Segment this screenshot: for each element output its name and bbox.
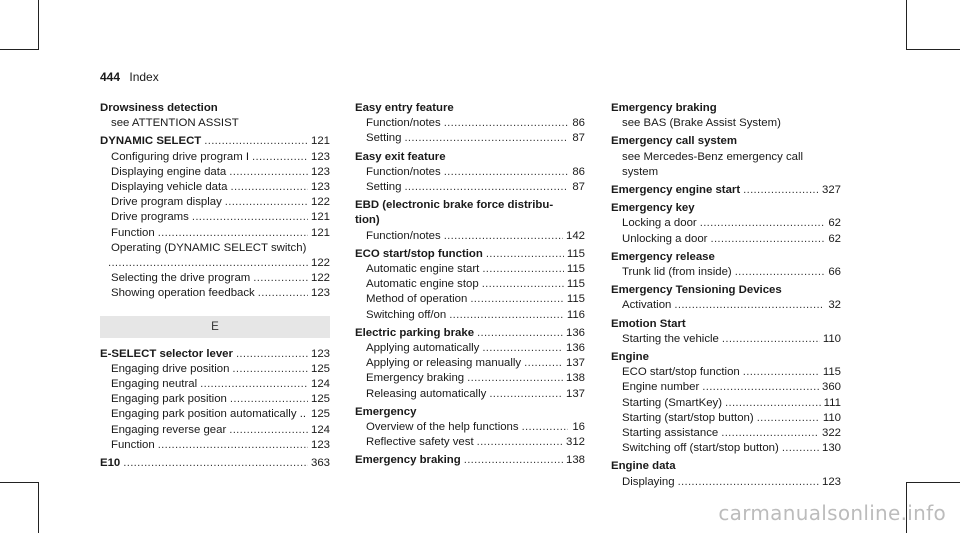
entry-text: ECO start/stop function <box>355 247 483 260</box>
entry-text: Displaying engine data <box>111 165 227 178</box>
page-reference[interactable]: 138 <box>565 454 585 467</box>
index-entry-title <box>355 101 585 116</box>
leader-dots <box>158 438 308 453</box>
index-subentry <box>611 380 841 395</box>
leader-dots <box>449 308 564 323</box>
page-reference[interactable]: 125 <box>310 362 330 375</box>
leader-dots <box>108 256 308 271</box>
index-entry <box>355 405 585 451</box>
entry-text: Drowsiness detection <box>100 102 218 114</box>
entry-text: Displaying vehicle data <box>111 181 228 194</box>
entry-text: E-SELECT selector lever <box>100 347 233 360</box>
page-reference[interactable]: 121 <box>310 211 330 224</box>
entry-text: Easy exit feature <box>355 150 446 163</box>
entry-text: Emergency key <box>611 202 695 215</box>
index-entry <box>355 453 585 468</box>
leader-dots <box>444 116 568 131</box>
index-subentry <box>100 407 330 422</box>
leader-dots <box>477 326 563 341</box>
entry-text: Engaging reverse gear <box>111 423 227 436</box>
index-subentry <box>611 475 841 490</box>
leader-dots <box>757 411 820 426</box>
index-entry-title <box>100 134 330 149</box>
leader-dots <box>225 195 308 210</box>
entry-text: Setting <box>366 181 402 194</box>
leader-dots <box>464 453 563 468</box>
index-subentry <box>100 362 330 377</box>
leader-dots <box>725 396 821 411</box>
entry-text: E10 <box>100 457 121 470</box>
index-entry <box>611 134 841 180</box>
page-number: 444 <box>100 70 121 84</box>
page-reference[interactable]: 111 <box>823 396 841 409</box>
page-reference[interactable]: 123 <box>310 347 330 360</box>
index-subentry <box>611 265 841 280</box>
leader-dots <box>229 423 308 438</box>
entry-text: Setting <box>366 132 402 145</box>
index-entry-title <box>611 101 841 116</box>
index-subentry <box>355 356 585 371</box>
index-subentry <box>100 286 330 301</box>
index-column-3 <box>611 101 841 490</box>
entry-text: Emergency braking <box>366 372 465 385</box>
index-subentry <box>355 116 585 131</box>
entry-text: Engine data <box>611 460 676 473</box>
entry-text: Configuring drive program I <box>111 150 250 163</box>
page-reference[interactable]: 16 <box>572 421 585 434</box>
entry-text: Switching off (start/stop button) <box>622 442 779 455</box>
leader-dots <box>404 180 568 195</box>
page-reference[interactable]: 327 <box>821 184 841 197</box>
leader-dots <box>229 165 308 180</box>
index-column-2 <box>355 101 585 469</box>
leader-dots <box>702 380 819 395</box>
entry-text: Function <box>111 438 155 451</box>
entry-text: Reflective safety vest <box>366 436 474 449</box>
entry-text: Releasing automatically <box>366 387 487 400</box>
leader-dots <box>710 232 824 247</box>
leader-dots <box>231 180 308 195</box>
entry-text: Unlocking a door <box>622 232 708 245</box>
index-subentry <box>611 232 841 247</box>
index-subentry <box>355 435 585 450</box>
index-entry-title <box>355 213 585 228</box>
page-reference[interactable]: 66 <box>828 266 841 279</box>
leader-dots <box>444 165 568 180</box>
index-subentry <box>355 371 585 386</box>
entry-text: Selecting the drive program <box>111 272 251 285</box>
page-reference[interactable]: 122 <box>310 272 330 285</box>
index-entry-title <box>611 134 841 149</box>
index-entry <box>611 283 841 313</box>
entry-text: Engine <box>611 351 649 364</box>
index-entry <box>100 347 330 453</box>
leader-dots <box>253 271 308 286</box>
index-entry-title <box>355 198 585 213</box>
crop-mark <box>38 482 39 533</box>
leader-dots <box>678 475 819 490</box>
entry-text: Locking a door <box>622 217 697 230</box>
page-reference[interactable]: 137 <box>565 357 585 370</box>
page-reference[interactable]: 124 <box>310 378 330 391</box>
page-reference[interactable]: 110 <box>822 332 841 345</box>
index-subentry <box>355 420 585 435</box>
leader-dots <box>524 356 563 371</box>
entry-text: Emergency Tensioning Devices <box>611 284 782 297</box>
leader-dots <box>700 216 824 231</box>
index-subentry <box>100 226 330 241</box>
index-entry-title <box>611 350 841 365</box>
index-entry-title <box>611 183 841 198</box>
leader-dots <box>123 456 308 471</box>
leader-dots <box>743 365 820 380</box>
entry-text: Activation <box>622 299 672 312</box>
page-reference[interactable]: 122 <box>310 196 330 209</box>
entry-text: Starting (SmartKey) <box>622 396 723 409</box>
see-reference: see BAS (Brake Assist System) <box>622 117 781 130</box>
entry-text: Emergency release <box>611 250 715 263</box>
entry-text: Drive programs <box>111 211 189 224</box>
crop-mark <box>906 49 960 50</box>
index-entry-title <box>611 317 841 332</box>
leader-dots <box>232 362 308 377</box>
index-entry-title <box>611 459 841 474</box>
leader-dots <box>200 377 308 392</box>
index-entry-title <box>100 347 330 362</box>
index-subentry <box>100 392 330 407</box>
entry-text: Automatic engine start <box>366 263 480 276</box>
index-subentry <box>100 195 330 210</box>
leader-dots <box>486 247 564 262</box>
index-entry-title <box>355 453 585 468</box>
index-subentry <box>611 426 841 441</box>
crop-mark <box>906 482 960 483</box>
page-reference[interactable]: 122 <box>310 257 330 270</box>
index-entry <box>611 101 841 131</box>
page-reference[interactable]: 136 <box>565 326 585 339</box>
index-entry <box>611 459 841 489</box>
index-subentry <box>611 441 841 456</box>
page-reference[interactable]: 138 <box>565 372 585 385</box>
index-subentry <box>355 262 585 277</box>
index-entry <box>611 350 841 456</box>
entry-text: Emergency braking <box>355 454 461 467</box>
index-subentry <box>100 165 330 180</box>
index-entry <box>611 183 841 198</box>
page-reference[interactable]: 87 <box>572 132 585 145</box>
index-entry <box>355 150 585 196</box>
leader-dots <box>204 134 308 149</box>
index-entry <box>100 101 330 131</box>
page-reference[interactable]: 62 <box>828 217 841 230</box>
leader-dots <box>482 277 564 292</box>
index-subentry <box>100 377 330 392</box>
index-subentry <box>611 216 841 231</box>
leader-dots <box>477 435 563 450</box>
entry-text: Automatic engine stop <box>366 278 479 291</box>
page-header <box>100 70 159 84</box>
leader-dots <box>192 210 308 225</box>
page-reference[interactable]: 123 <box>310 165 330 178</box>
index-subentry <box>611 298 841 313</box>
index-entry-title <box>100 456 330 471</box>
entry-text: Engaging drive position <box>111 362 230 375</box>
page-reference[interactable]: 123 <box>310 287 330 300</box>
leader-dots <box>482 262 563 277</box>
index-entry <box>100 134 330 301</box>
entry-text: Starting assistance <box>622 427 719 440</box>
entry-text: Starting the vehicle <box>622 332 719 345</box>
index-subentry <box>611 411 841 426</box>
page-reference[interactable]: 115 <box>822 366 841 379</box>
entry-text: DYNAMIC SELECT <box>100 135 202 148</box>
entry-text: Operating (DYNAMIC SELECT switch) <box>111 241 307 254</box>
crop-mark <box>0 49 39 50</box>
index-entry <box>611 250 841 280</box>
entry-text: Method of operation <box>366 293 468 306</box>
page-reference[interactable]: 86 <box>572 117 585 130</box>
entry-text: Displaying <box>622 475 675 488</box>
entry-text: Emergency <box>355 405 417 418</box>
index-subentry <box>100 210 330 225</box>
index-subentry <box>611 396 841 411</box>
entry-text: Overview of the help functions <box>366 421 519 434</box>
entry-text: tion) <box>355 214 380 227</box>
page-reference[interactable]: 360 <box>821 381 841 394</box>
entry-text: Emergency braking <box>611 102 717 114</box>
index-entry <box>355 198 585 244</box>
index-entry <box>100 456 330 471</box>
index-subentry <box>355 277 585 292</box>
watermark: carmanualsonline.info <box>718 501 946 525</box>
entry-text: Engine number <box>622 381 700 394</box>
leader-dots <box>482 341 563 356</box>
entry-text: Emotion Start <box>611 317 686 330</box>
entry-text: Engaging park position automatically .. <box>111 408 307 421</box>
page-reference[interactable]: 363 <box>310 457 330 470</box>
index-subentry <box>355 341 585 356</box>
leader-dots <box>470 292 564 307</box>
leader-dots <box>735 265 824 280</box>
leader-dots <box>721 426 819 441</box>
page-reference[interactable]: 137 <box>565 387 585 400</box>
entry-text: Function <box>111 226 155 239</box>
leader-dots <box>522 420 568 435</box>
index-entry-title <box>611 201 841 216</box>
page-reference[interactable]: 312 <box>565 436 585 449</box>
index-subentry <box>355 387 585 402</box>
index-subentry <box>100 271 330 286</box>
crop-mark <box>38 0 39 50</box>
index-entry <box>611 201 841 247</box>
page-reference[interactable]: 125 <box>310 408 330 421</box>
entry-text: Applying or releasing manually <box>366 357 522 370</box>
index-entry-title <box>355 326 585 341</box>
leader-dots <box>444 229 563 244</box>
page-reference[interactable]: 115 <box>566 293 585 306</box>
page-reference[interactable]: 115 <box>566 247 585 260</box>
page-reference[interactable]: 123 <box>821 475 841 488</box>
page-reference[interactable]: 130 <box>821 442 841 455</box>
leader-dots <box>743 183 819 198</box>
index-entry <box>611 317 841 347</box>
entry-text: Emergency engine start <box>611 184 741 197</box>
page-reference[interactable]: 125 <box>310 393 330 406</box>
leader-dots <box>230 392 308 407</box>
index-subentry-continuation <box>105 256 330 271</box>
crop-mark <box>906 0 907 50</box>
index-entry-title <box>100 101 330 116</box>
entry-text: Engaging park position <box>111 393 227 406</box>
entry-text: ECO start/stop function <box>622 366 740 379</box>
page-reference[interactable]: 115 <box>566 278 585 291</box>
entry-text: Function/notes <box>366 117 441 130</box>
index-entry <box>355 326 585 402</box>
page-reference[interactable]: 123 <box>310 150 330 163</box>
entry-text: Function/notes <box>366 165 441 178</box>
page-reference[interactable]: 121 <box>310 135 330 148</box>
index-entry <box>355 101 585 147</box>
see-reference: see ATTENTION ASSIST <box>111 117 239 130</box>
leader-dots <box>782 441 819 456</box>
index-entry-title <box>355 247 585 262</box>
page-reference[interactable]: 136 <box>565 342 585 355</box>
leader-dots <box>467 371 563 386</box>
page-reference[interactable]: 121 <box>310 226 330 239</box>
entry-text: Switching off/on <box>366 308 447 321</box>
leader-dots <box>674 298 824 313</box>
leader-dots <box>722 332 820 347</box>
index-entry-title <box>611 250 841 265</box>
index-subentry <box>100 150 330 165</box>
leader-dots <box>258 286 308 301</box>
section-letter: E <box>100 316 330 338</box>
index-subentry <box>100 241 330 271</box>
entry-text: Applying automatically <box>366 342 480 355</box>
entry-text: Emergency call system <box>611 135 738 148</box>
entry-text: Electric parking brake <box>355 326 475 339</box>
index-entry-title <box>355 150 585 165</box>
index-subentry <box>611 365 841 380</box>
page-reference[interactable]: 116 <box>566 308 585 321</box>
index-subentry <box>100 423 330 438</box>
see-reference: see Mercedes-Benz emergency call system <box>622 150 804 178</box>
leader-dots <box>404 131 568 146</box>
index-subentry <box>355 308 585 323</box>
index-column-1 <box>100 101 330 471</box>
leader-dots <box>252 150 308 165</box>
index-subentry <box>355 229 585 244</box>
leader-dots <box>236 347 308 362</box>
entry-text: EBD (electronic brake force distribu- <box>355 199 554 212</box>
entry-text: Trunk lid (from inside) <box>622 266 732 279</box>
index-subentry <box>355 292 585 307</box>
page-reference[interactable]: 62 <box>828 232 841 245</box>
index-subentry <box>355 165 585 180</box>
page-reference[interactable]: 115 <box>566 263 585 276</box>
leader-dots <box>489 387 563 402</box>
page-reference[interactable]: 87 <box>572 181 585 194</box>
page-reference[interactable]: 123 <box>310 181 330 194</box>
page-reference[interactable]: 123 <box>310 438 330 451</box>
index-subentry <box>100 180 330 195</box>
entry-text: Function/notes <box>366 229 441 242</box>
index-entry-title <box>355 405 585 420</box>
index-entry <box>355 247 585 323</box>
page-title: Index <box>129 70 159 84</box>
entry-text: Starting (start/stop button) <box>622 411 754 424</box>
entry-text: Showing operation feedback <box>111 287 255 300</box>
crop-mark <box>0 482 39 483</box>
entry-text: Drive program display <box>111 196 222 209</box>
index-subentry <box>611 332 841 347</box>
index-subentry <box>355 180 585 195</box>
entry-text: Engaging neutral <box>111 378 198 391</box>
entry-text: Easy entry feature <box>355 102 454 114</box>
page-reference[interactable]: 110 <box>822 411 841 424</box>
leader-dots <box>158 226 308 241</box>
page-reference[interactable]: 142 <box>565 229 585 242</box>
page-reference[interactable]: 86 <box>572 165 585 178</box>
index-subentry <box>100 438 330 453</box>
index-subentry <box>355 131 585 146</box>
index-entry-title <box>611 283 841 298</box>
page-reference[interactable]: 124 <box>310 423 330 436</box>
page-reference[interactable]: 32 <box>828 299 841 312</box>
page-reference[interactable]: 322 <box>821 427 841 440</box>
